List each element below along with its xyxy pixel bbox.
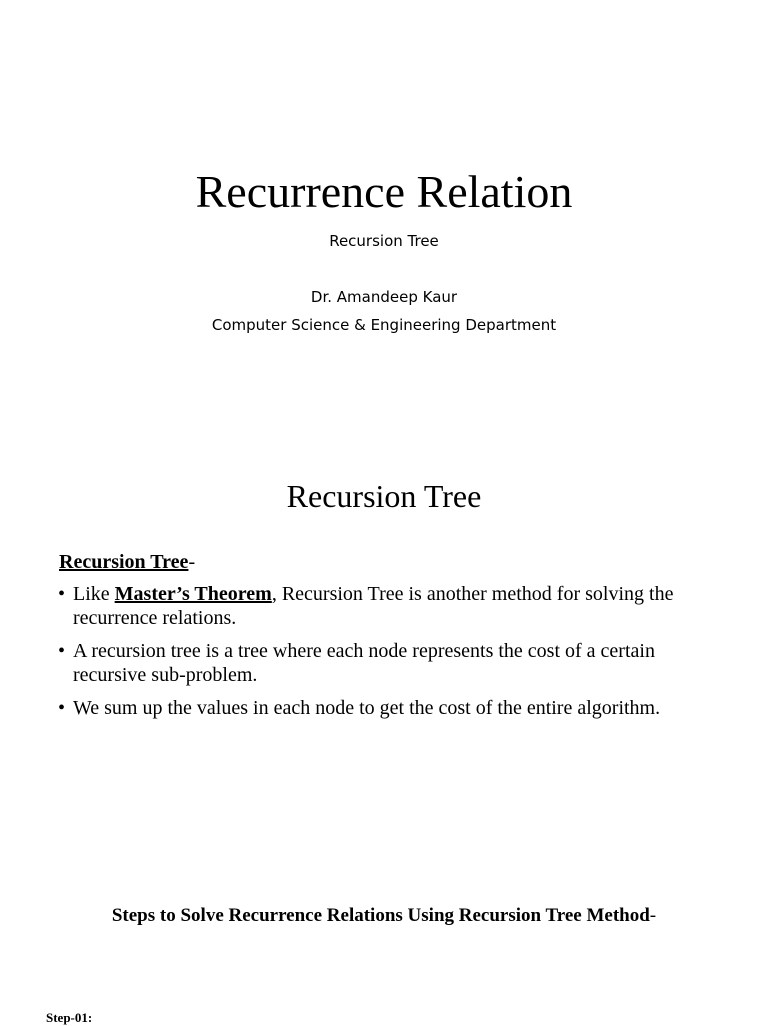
presentation-subtitle: Recursion Tree	[329, 232, 439, 250]
bullet-text-prefix: Like	[73, 583, 115, 605]
bullet-item	[58, 639, 698, 687]
author-name: Dr. Amandeep Kaur	[310, 288, 458, 306]
bullet-dot-icon: •	[58, 583, 66, 605]
step-label: Step-01:	[46, 1010, 93, 1025]
steps-heading-suffix: -	[649, 905, 657, 926]
section-heading-suffix: -	[188, 551, 196, 573]
bullet-list	[58, 582, 698, 729]
bullet-item	[58, 582, 698, 630]
steps-heading	[0, 904, 768, 928]
title-slide	[0, 0, 768, 440]
presentation-title: Recurrence Relation	[195, 166, 573, 217]
section-heading-text: Recursion Tree	[59, 551, 189, 573]
steps-heading-text: Steps to Solve Recurrence Relations Using Recursion Tree Method	[111, 905, 650, 926]
section-heading	[59, 549, 195, 575]
author-block	[0, 283, 768, 339]
content-slide	[0, 440, 768, 1024]
bullet-item	[58, 696, 698, 720]
masters-theorem-emphasis: Master’s Theorem	[114, 583, 272, 605]
slide-title: Recursion Tree	[286, 478, 482, 514]
author-department: Computer Science & Engineering Department	[211, 316, 557, 334]
bullet-dot-icon: •	[58, 640, 66, 662]
bullet-text: A recursion tree is a tree where each node represents the cost of a certain recursive sub-problem.	[73, 640, 655, 686]
bullet-text-rest: , Recursion Tree is another method for solving the recurrence relations.	[73, 583, 674, 629]
bullet-dot-icon: •	[58, 697, 66, 719]
bullet-text: We sum up the values in each node to get the cost of the entire algorithm.	[73, 697, 661, 719]
